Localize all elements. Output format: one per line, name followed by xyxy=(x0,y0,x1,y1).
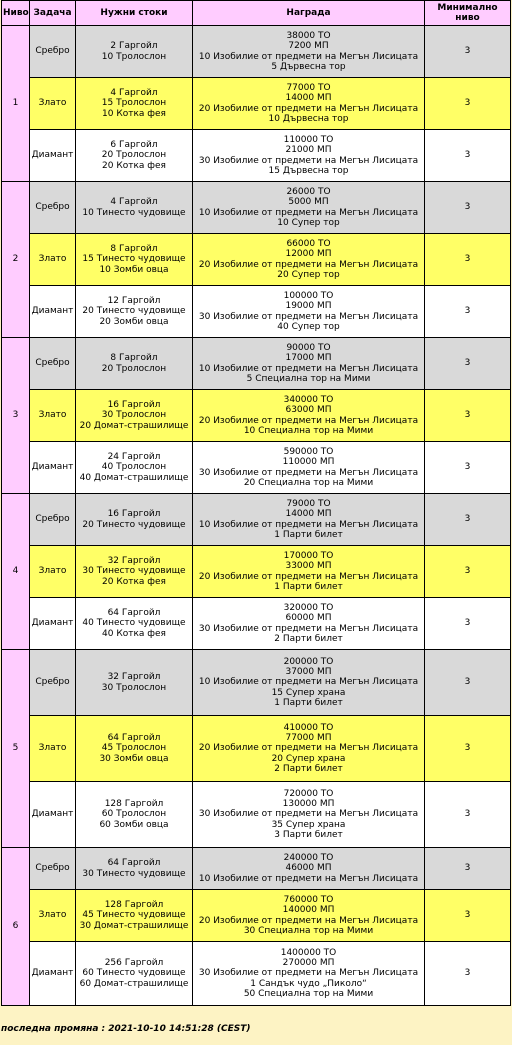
goods-cell: 64 Гаргойл 45 Тролослон 30 Зомби овца xyxy=(76,716,193,782)
level-cell: 1 xyxy=(2,26,30,182)
reward-cell: 760000 ТО 140000 МП 20 Изобилие от предмети на Мегън Лисицата 30 Специална тор на Мими xyxy=(193,890,425,942)
goods-cell: 16 Гаргойл 20 Тинесто чудовище xyxy=(76,494,193,546)
goods-cell: 8 Гаргойл 15 Тинесто чудовище 10 Зомби овца xyxy=(76,234,193,286)
task-cell: Сребро xyxy=(30,338,76,390)
task-cell: Злато xyxy=(30,234,76,286)
task-cell: Сребро xyxy=(30,26,76,78)
task-cell: Сребро xyxy=(30,848,76,890)
goods-cell: 8 Гаргойл 20 Тролослон xyxy=(76,338,193,390)
table-row xyxy=(2,782,511,848)
min-level-cell: 3 xyxy=(425,546,511,598)
table-row xyxy=(2,26,511,78)
header-task: Задача xyxy=(30,1,76,26)
task-cell: Злато xyxy=(30,78,76,130)
table-row xyxy=(2,650,511,716)
goods-cell: 4 Гаргойл 10 Тинесто чудовище xyxy=(76,182,193,234)
rewards-table xyxy=(1,0,511,1006)
min-level-cell: 3 xyxy=(425,442,511,494)
reward-cell: 79000 ТО 14000 МП 10 Изобилие от предмети на Мегън Лисицата 1 Парти билет xyxy=(193,494,425,546)
goods-cell: 128 Гаргойл 45 Тинесто чудовище 30 Домат-страшилище xyxy=(76,890,193,942)
table-row xyxy=(2,546,511,598)
task-cell: Сребро xyxy=(30,494,76,546)
table-row xyxy=(2,890,511,942)
min-level-cell: 3 xyxy=(425,848,511,890)
goods-cell: 64 Гаргойл 30 Тинесто чудовище xyxy=(76,848,193,890)
reward-cell: 100000 ТО 19000 МП 30 Изобилие от предмети на Мегън Лисицата 40 Супер тор xyxy=(193,286,425,338)
reward-cell: 200000 ТО 37000 МП 10 Изобилие от предмети на Мегън Лисицата 15 Супер храна 1 Парти билет xyxy=(193,650,425,716)
header-reward: Награда xyxy=(193,1,425,26)
reward-cell: 170000 ТО 33000 МП 20 Изобилие от предмети на Мегън Лисицата 1 Парти билет xyxy=(193,546,425,598)
min-level-cell: 3 xyxy=(425,598,511,650)
header-min-level: Минимално ниво xyxy=(425,1,511,26)
task-cell: Сребро xyxy=(30,182,76,234)
task-cell: Диамант xyxy=(30,598,76,650)
min-level-cell: 3 xyxy=(425,716,511,782)
task-cell: Злато xyxy=(30,390,76,442)
min-level-cell: 3 xyxy=(425,890,511,942)
table-row xyxy=(2,182,511,234)
level-cell: 4 xyxy=(2,494,30,650)
reward-cell: 240000 ТО 46000 МП 10 Изобилие от предмети на Мегън Лисицата xyxy=(193,848,425,890)
goods-cell: 4 Гаргойл 15 Тролослон 10 Котка фея xyxy=(76,78,193,130)
header-row xyxy=(2,1,511,26)
table-row xyxy=(2,942,511,1006)
min-level-cell: 3 xyxy=(425,182,511,234)
table-row xyxy=(2,234,511,286)
last-modified: последна промяна : 2021-10-10 14:51:28 (CEST) xyxy=(1,1024,251,1034)
goods-cell: 32 Гаргойл 30 Тролослон xyxy=(76,650,193,716)
min-level-cell: 3 xyxy=(425,494,511,546)
reward-cell: 38000 ТО 7200 МП 10 Изобилие от предмети на Мегън Лисицата 5 Дървесна тор xyxy=(193,26,425,78)
header-level: Ниво xyxy=(2,1,30,26)
min-level-cell: 3 xyxy=(425,234,511,286)
task-cell: Диамант xyxy=(30,130,76,182)
task-cell: Диамант xyxy=(30,782,76,848)
level-cell: 2 xyxy=(2,182,30,338)
table-row xyxy=(2,286,511,338)
reward-cell: 720000 ТО 130000 МП 30 Изобилие от предмети на Мегън Лисицата 35 Супер храна 3 Парти билет xyxy=(193,782,425,848)
min-level-cell: 3 xyxy=(425,782,511,848)
reward-cell: 90000 ТО 17000 МП 10 Изобилие от предмети на Мегън Лисицата 5 Специална тор на Мими xyxy=(193,338,425,390)
table-row xyxy=(2,78,511,130)
reward-cell: 26000 ТО 5000 МП 10 Изобилие от предмети на Мегън Лисицата 10 Супер тор xyxy=(193,182,425,234)
min-level-cell: 3 xyxy=(425,390,511,442)
reward-cell: 66000 ТО 12000 МП 20 Изобилие от предмети на Мегън Лисицата 20 Супер тор xyxy=(193,234,425,286)
reward-cell: 340000 ТО 63000 МП 20 Изобилие от предмети на Мегън Лисицата 10 Специална тор на Мими xyxy=(193,390,425,442)
table-row xyxy=(2,716,511,782)
table-row xyxy=(2,442,511,494)
table-body xyxy=(2,26,511,1006)
reward-cell: 77000 ТО 14000 МП 20 Изобилие от предмети на Мегън Лисицата 10 Дървесна тор xyxy=(193,78,425,130)
table-row xyxy=(2,130,511,182)
goods-cell: 256 Гаргойл 60 Тинесто чудовище 60 Домат-страшилище xyxy=(76,942,193,1006)
reward-cell: 1400000 ТО 270000 МП 30 Изобилие от предмети на Мегън Лисицата 1 Сандък чудо „Пиколо“ 50 Специална тор на Мими xyxy=(193,942,425,1006)
reward-cell: 590000 ТО 110000 МП 30 Изобилие от предмети на Мегън Лисицата 20 Специална тор на Мими xyxy=(193,442,425,494)
min-level-cell: 3 xyxy=(425,78,511,130)
min-level-cell: 3 xyxy=(425,338,511,390)
level-cell: 6 xyxy=(2,848,30,1006)
goods-cell: 24 Гаргойл 40 Тролослон 40 Домат-страшилище xyxy=(76,442,193,494)
min-level-cell: 3 xyxy=(425,130,511,182)
min-level-cell: 3 xyxy=(425,26,511,78)
task-cell: Диамант xyxy=(30,286,76,338)
level-cell: 5 xyxy=(2,650,30,848)
goods-cell: 12 Гаргойл 20 Тинесто чудовище 20 Зомби овца xyxy=(76,286,193,338)
goods-cell: 2 Гаргойл 10 Тролослон xyxy=(76,26,193,78)
goods-cell: 32 Гаргойл 30 Тинесто чудовище 20 Котка фея xyxy=(76,546,193,598)
table-row xyxy=(2,848,511,890)
table-row xyxy=(2,494,511,546)
goods-cell: 64 Гаргойл 40 Тинесто чудовище 40 Котка фея xyxy=(76,598,193,650)
task-cell: Сребро xyxy=(30,650,76,716)
task-cell: Злато xyxy=(30,890,76,942)
reward-cell: 110000 ТО 21000 МП 30 Изобилие от предмети на Мегън Лисицата 15 Дървесна тор xyxy=(193,130,425,182)
header-goods: Нужни стоки xyxy=(76,1,193,26)
goods-cell: 16 Гаргойл 30 Тролослон 20 Домат-страшилище xyxy=(76,390,193,442)
table-row xyxy=(2,338,511,390)
goods-cell: 6 Гаргойл 20 Тролослон 20 Котка фея xyxy=(76,130,193,182)
reward-cell: 410000 ТО 77000 МП 20 Изобилие от предмети на Мегън Лисицата 20 Супер храна 2 Парти билет xyxy=(193,716,425,782)
min-level-cell: 3 xyxy=(425,650,511,716)
task-cell: Злато xyxy=(30,716,76,782)
reward-cell: 320000 ТО 60000 МП 30 Изобилие от предмети на Мегън Лисицата 2 Парти билет xyxy=(193,598,425,650)
table-row xyxy=(2,390,511,442)
level-cell: 3 xyxy=(2,338,30,494)
task-cell: Диамант xyxy=(30,442,76,494)
task-cell: Злато xyxy=(30,546,76,598)
table-row xyxy=(2,598,511,650)
min-level-cell: 3 xyxy=(425,942,511,1006)
goods-cell: 128 Гаргойл 60 Тролослон 60 Зомби овца xyxy=(76,782,193,848)
min-level-cell: 3 xyxy=(425,286,511,338)
task-cell: Диамант xyxy=(30,942,76,1006)
